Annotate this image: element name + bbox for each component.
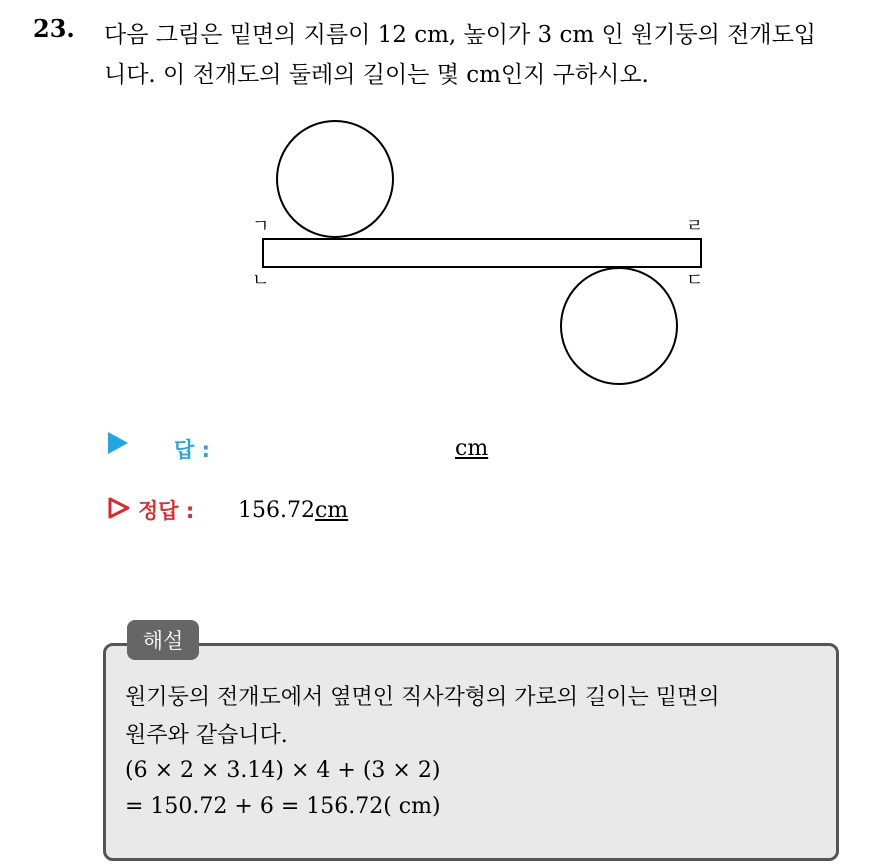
vertex-label-bottom-left: ㄴ [252, 270, 270, 291]
correct-answer-label: 정답 : [138, 499, 195, 523]
question-text-line-1: 다음 그림은 밑면의 지름이 12 cm, 높이가 3 cm 인 원기둥의 전개도입 [104, 22, 817, 48]
answer-row [108, 432, 489, 462]
play-triangle-icon [108, 432, 128, 454]
outline-triangle-icon [108, 497, 130, 519]
explanation-formula: (6 × 2 × 3.14) × 4 + (3 × 2) [125, 758, 441, 783]
correct-answer-unit: cm [314, 498, 349, 523]
vertex-label-top-left: ㄱ [252, 216, 270, 237]
explanation-box [103, 643, 839, 861]
vertex-label-top-right: ㄹ [686, 216, 704, 237]
answer-label: 답 : [174, 438, 210, 462]
top-base-circle [277, 121, 393, 237]
explanation-line-2: 원주와 같습니다. [125, 723, 288, 748]
vertex-label-bottom-right: ㄷ [686, 270, 704, 291]
correct-answer-value: 156.72cm [238, 498, 349, 523]
question-text-line-2: 니다. 이 전개도의 둘레의 길이는 몇 cm인지 구하시오. [104, 62, 649, 88]
explanation-line-1: 원기둥의 전개도에서 옆면인 직사각형의 가로의 길이는 밑면의 [125, 685, 720, 710]
bottom-base-circle [561, 268, 677, 384]
explanation-tag: 해설 [127, 620, 199, 660]
explanation-result: = 150.72 + 6 = 156.72( cm) [125, 794, 441, 819]
question-number: 23. [33, 14, 75, 43]
answer-unit: cm [455, 436, 489, 461]
side-rectangle [263, 239, 701, 267]
cylinder-net-figure [240, 110, 720, 400]
